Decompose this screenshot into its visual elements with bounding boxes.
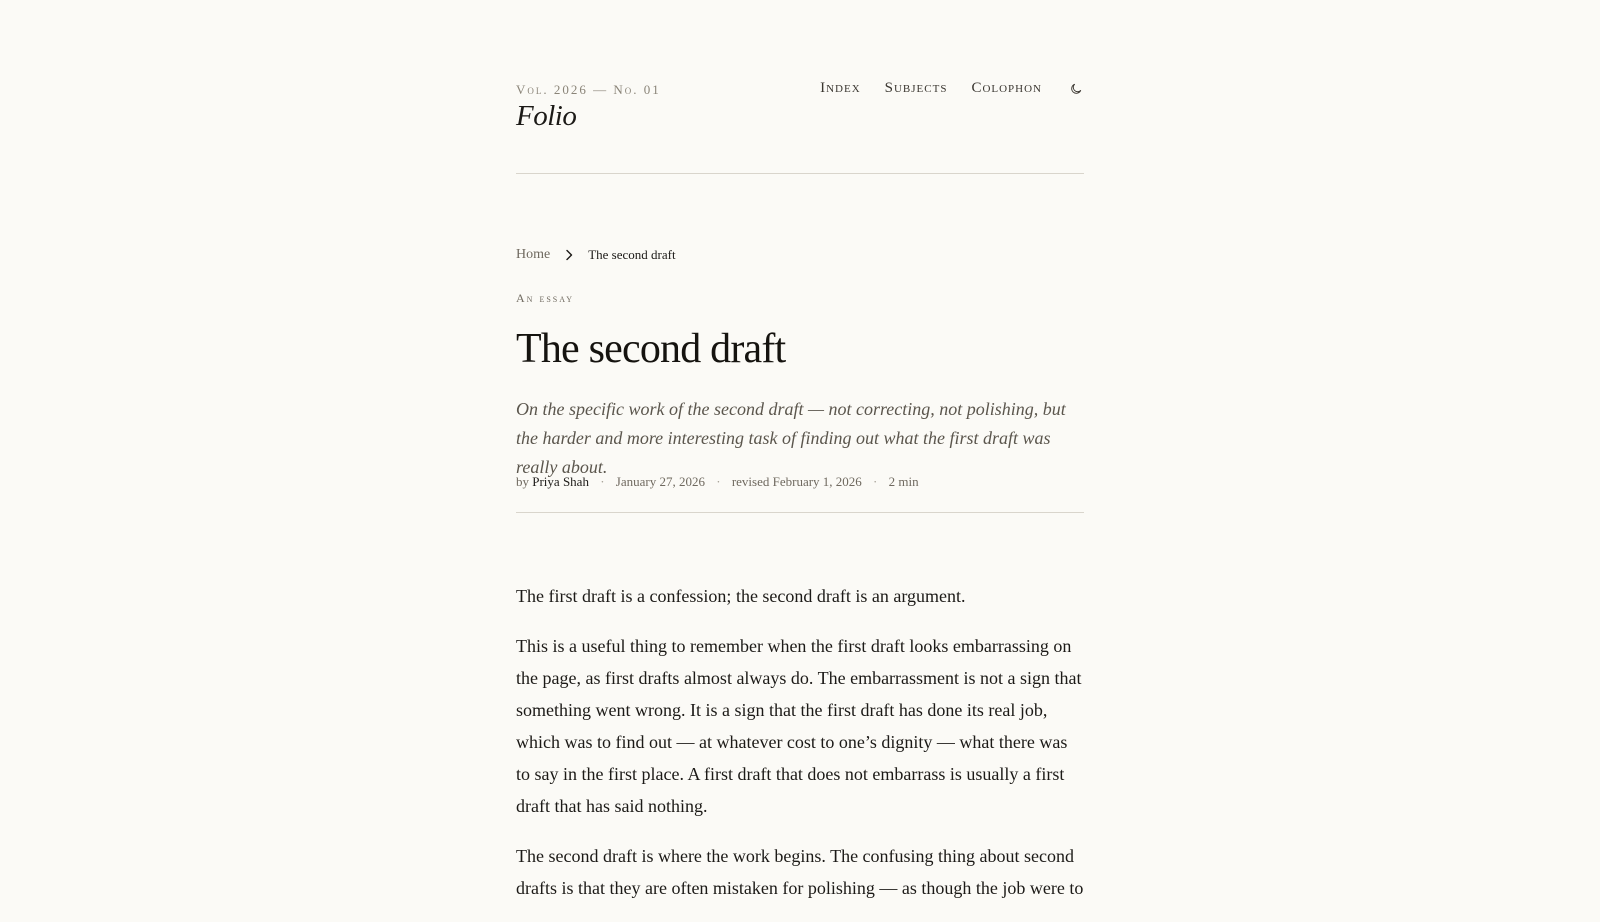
publish-date: January 27, 2026	[615, 474, 705, 489]
nav-item-index[interactable]: Index	[820, 80, 861, 96]
breadcrumb-current: The second draft	[588, 247, 676, 262]
moon-icon[interactable]	[1068, 81, 1084, 97]
nav-item-subjects[interactable]: Subjects	[884, 80, 948, 96]
byline-separator: ·	[600, 474, 605, 489]
volume-label: Vol. 2026 — No. 01	[516, 82, 661, 97]
byline-separator: ·	[873, 474, 878, 489]
reading-time: 2 min	[888, 474, 919, 489]
nav-item-colophon[interactable]: Colophon	[971, 80, 1042, 96]
byline-prefix: by	[516, 474, 529, 489]
article-dek: On the specific work of the second draft — not correcting, not polishing, but the harder and more interesting task of finding out what the first draft was really about.	[516, 399, 1066, 477]
breadcrumb	[516, 247, 676, 263]
body-paragraph: The first draft is a confession; the second draft is an argument.	[516, 586, 966, 606]
article-kicker: An essay	[516, 291, 575, 305]
byline-separator: ·	[716, 474, 721, 489]
byline	[516, 474, 919, 490]
body-paragraph: This is a useful thing to remember when the first draft looks embarrassing on the page, as first drafts almost always do. The embarrassment is not a sign that something went wrong. It is a sign that the first draft has done its real job, which was to find out — at whatever cost to one’s dignity — what there was to say in the first place. A first draft that does not embarrass is usually a first draft that has said nothing.	[516, 636, 1082, 816]
main-nav	[820, 80, 1084, 97]
author-link[interactable]: Priya Shah	[532, 474, 589, 489]
masthead	[516, 0, 1084, 174]
page	[516, 0, 1084, 898]
revised-date: revised February 1, 2026	[731, 474, 862, 489]
article-body	[516, 580, 1084, 922]
header-divider	[516, 512, 1084, 513]
body-paragraph: The second draft is where the work begins. The confusing thing about second drafts is that they are often mistaken for polishing — as though the job were to	[516, 846, 1084, 898]
breadcrumb-home[interactable]: Home	[516, 247, 551, 262]
site-brand[interactable]: Folio	[516, 100, 577, 132]
article-title: The second draft	[516, 326, 786, 372]
chevron-right-icon	[564, 249, 574, 261]
